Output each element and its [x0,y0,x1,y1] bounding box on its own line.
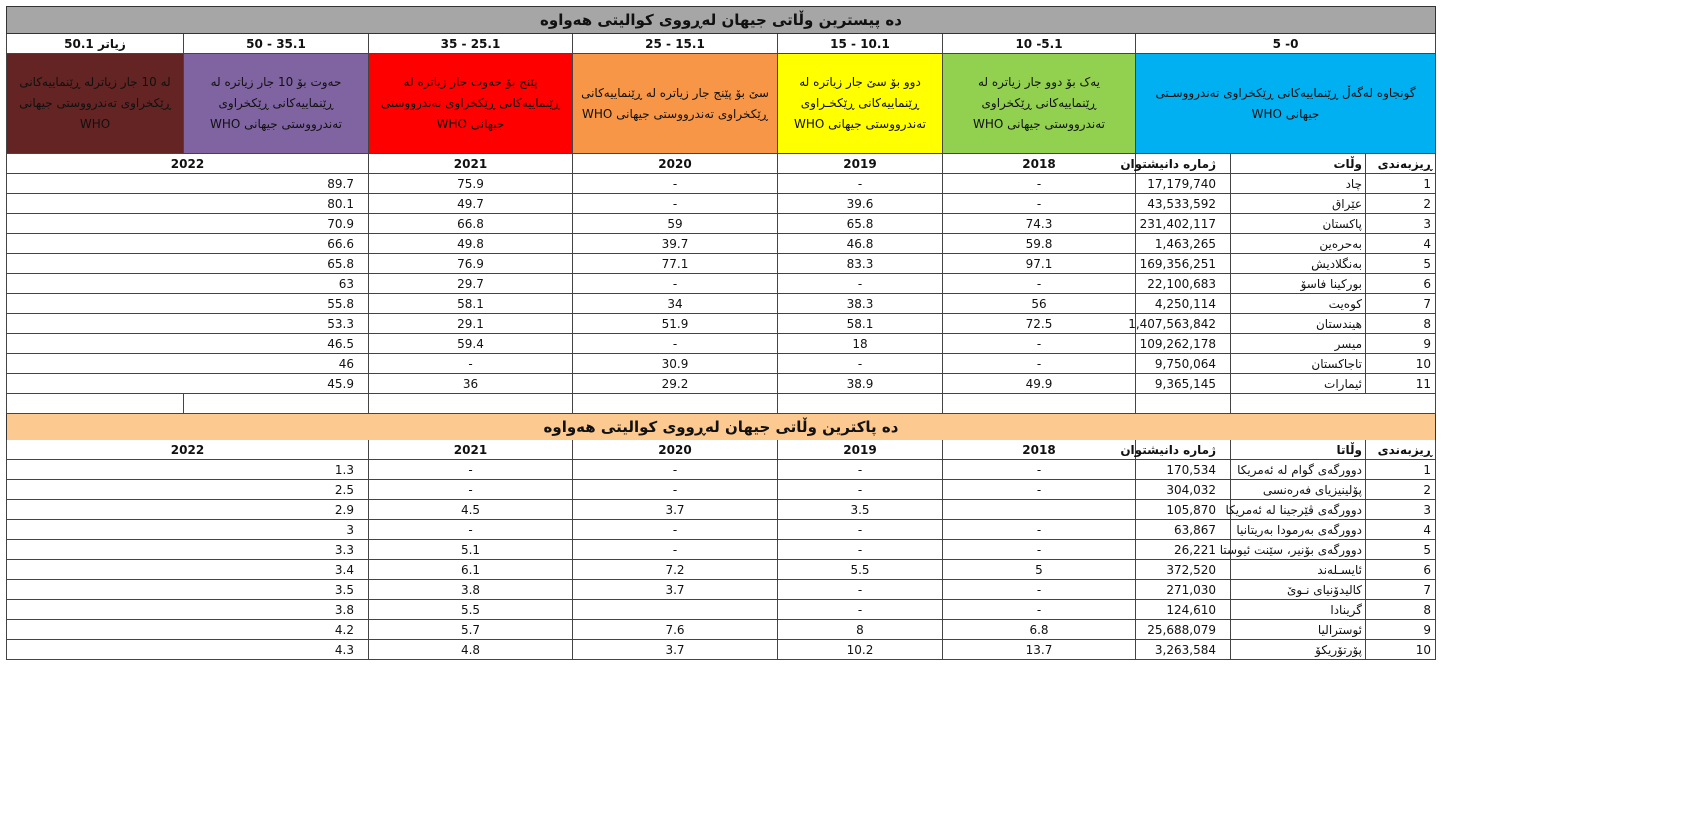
table-row [6,500,1436,520]
value-cell: 6.8 [943,620,1136,640]
value-cell: 3.5 [778,500,943,520]
value-cell: - [573,194,778,214]
value-cell: 55.8 [6,294,369,314]
value-cell: 77.1 [573,254,778,274]
value-cell: 22,100,683 [1136,274,1231,294]
value-cell: 4,250,114 [1136,294,1231,314]
value-cell: 17,179,740 [1136,174,1231,194]
value-cell: 3.5 [6,580,369,600]
value-cell: - [943,174,1136,194]
value-cell: 13.7 [943,640,1136,660]
value-cell: 109,262,178 [1136,334,1231,354]
value-cell: - [943,580,1136,600]
value-cell: 3.7 [573,500,778,520]
value-cell: 4.5 [369,500,573,520]
table-row [6,214,1436,234]
empty-cell [778,394,943,414]
rank-cell: 3 [1366,500,1436,520]
table-row [6,334,1436,354]
value-cell: 4.3 [6,640,369,660]
value-cell: 49.8 [369,234,573,254]
value-cell: 7.6 [573,620,778,640]
value-cell: 59.4 [369,334,573,354]
clean-header-row [6,440,1436,460]
value-cell: 8 [778,620,943,640]
value-cell: - [573,174,778,194]
value-cell: 36 [369,374,573,394]
country-cell: بورکینا فاسۆ [1231,274,1366,294]
value-cell: 58.1 [778,314,943,334]
value-cell: - [943,194,1136,214]
column-header: 2019 [778,154,943,174]
table-row [6,194,1436,214]
value-cell: - [778,460,943,480]
rank-cell: 9 [1366,334,1436,354]
value-cell: 5.7 [369,620,573,640]
value-cell: 3.3 [6,540,369,560]
legend-cell: گونجاوه لەگەڵ ڕێنماییەکانی ڕێکخراوی تەندرووسـتی جیهانی WHO [1136,54,1436,154]
range-label: 35 - 25.1 [369,34,573,54]
value-cell: 1.3 [6,460,369,480]
value-cell: - [573,480,778,500]
table-row [6,600,1436,620]
value-cell: - [778,600,943,620]
empty-cell [1231,394,1436,414]
value-cell: 49.9 [943,374,1136,394]
table-row [6,354,1436,374]
value-cell: 34 [573,294,778,314]
value-cell: - [369,480,573,500]
range-label: 10 -5.1 [943,34,1136,54]
country-cell: ئیمارات [1231,374,1366,394]
table-row [6,580,1436,600]
country-cell: کوەیت [1231,294,1366,314]
column-header: 2022 [6,154,369,174]
value-cell: 1,463,265 [1136,234,1231,254]
empty-cell [1136,394,1231,414]
value-cell: 75.9 [369,174,573,194]
country-cell: کالیدۆنیای نـوێ [1231,580,1366,600]
legend-cell: حەوت بۆ 10 جار زیاتره له ڕێنماییەکانی ڕێکخراوی تەندرووستی جیهانی WHO [184,54,369,154]
column-header: ڕیزبەندی [1366,154,1436,174]
column-header: 2022 [6,440,369,460]
polluted-table-body [6,174,1436,394]
value-cell: 65.8 [778,214,943,234]
value-cell: 51.9 [573,314,778,334]
rank-cell: 10 [1366,640,1436,660]
value-cell: - [943,274,1136,294]
value-cell: 29.7 [369,274,573,294]
legend-cell: یەک بۆ دوو جار زیاتره له ڕێنماییەکانی ڕێکخراوی تەندرووستی جیهانی WHO [943,54,1136,154]
value-cell: 63 [6,274,369,294]
value-cell: 38.3 [778,294,943,314]
table-row [6,480,1436,500]
table-row [6,274,1436,294]
value-cell: 63,867 [1136,520,1231,540]
rank-cell: 3 [1366,214,1436,234]
country-cell: ئایسـلەند [1231,560,1366,580]
polluted-title: ده پیسترین وڵاتی جیهان لەڕووی کوالیتی هەواوە [6,6,1436,34]
value-cell: 43,533,592 [1136,194,1231,214]
value-cell: 97.1 [943,254,1136,274]
table-row [6,174,1436,194]
column-header: 2018 [943,440,1136,460]
table-row [6,234,1436,254]
column-header: وڵاتا [1231,440,1366,460]
value-cell: 3.8 [369,580,573,600]
spreadsheet [6,6,1436,660]
column-header: 2019 [778,440,943,460]
country-cell: دوورگەی بۆنیر، سێنت ئیوستا [1231,540,1366,560]
clean-title: ده پاکترین وڵاتی جیهان لەڕووی کوالیتی هەواوە [6,414,1436,440]
value-cell: 4.2 [6,620,369,640]
value-cell: 3 [6,520,369,540]
range-header-row [6,34,1436,54]
value-cell: - [943,480,1136,500]
rank-cell: 10 [1366,354,1436,374]
value-cell: 1,407,563,842 [1136,314,1231,334]
value-cell: 58.1 [369,294,573,314]
value-cell: 29.1 [369,314,573,334]
column-header: 2020 [573,440,778,460]
rank-cell: 5 [1366,254,1436,274]
value-cell: - [573,540,778,560]
value-cell: - [573,334,778,354]
value-cell [943,500,1136,520]
column-header: 2020 [573,154,778,174]
table-row [6,620,1436,640]
country-cell: دوورگەی گوام لە ئەمریکا [1231,460,1366,480]
legend-cell: پێنج بۆ حەوت جار زیاتره له ڕێنماییەکانی ڕێکخراوی تەندرووستی جیهانی WHO [369,54,573,154]
value-cell: 25,688,079 [1136,620,1231,640]
rank-cell: 6 [1366,560,1436,580]
rank-cell: 5 [1366,540,1436,560]
value-cell: 5.5 [369,600,573,620]
value-cell: - [943,600,1136,620]
table-row [6,640,1436,660]
country-cell: تاجاکستان [1231,354,1366,374]
table-row [6,460,1436,480]
value-cell: 39.7 [573,234,778,254]
country-cell: بەحرەین [1231,234,1366,254]
value-cell: 3.4 [6,560,369,580]
value-cell: - [943,460,1136,480]
value-cell: 70.9 [6,214,369,234]
value-cell: - [943,354,1136,374]
value-cell: 4.8 [369,640,573,660]
clean-table-body [6,460,1436,660]
rank-cell: 1 [1366,460,1436,480]
legend-cell: له 10 جار زیاترله ڕێنماییەکانی ڕێکخراوی تەندرووستی جیهانی WHO [6,54,184,154]
value-cell: - [778,540,943,560]
value-cell: - [778,520,943,540]
rank-cell: 11 [1366,374,1436,394]
country-cell: چاد [1231,174,1366,194]
value-cell: - [369,354,573,374]
legend-cell: سێ بۆ پێنج جار زیاتره له ڕێنماییەکانی ڕێکخراوی تەندرووستی جیهانی WHO [573,54,778,154]
value-cell: 30.9 [573,354,778,374]
value-cell: - [369,520,573,540]
country-cell: عێراق [1231,194,1366,214]
column-header: 2021 [369,440,573,460]
value-cell: 72.5 [943,314,1136,334]
value-cell: 38.9 [778,374,943,394]
value-cell: 105,870 [1136,500,1231,520]
column-header: ژماره دانیشتوان [1136,154,1231,174]
value-cell: 39.6 [778,194,943,214]
table-row [6,254,1436,274]
value-cell: 76.9 [369,254,573,274]
value-cell: 7.2 [573,560,778,580]
value-cell: 3.8 [6,600,369,620]
empty-cell [184,394,369,414]
value-cell: 89.7 [6,174,369,194]
table-row [6,294,1436,314]
range-label: 50.1 زیاتر [6,34,184,54]
rank-cell: 4 [1366,234,1436,254]
range-label: 25 - 15.1 [573,34,778,54]
rank-cell: 9 [1366,620,1436,640]
value-cell: 83.3 [778,254,943,274]
column-header: 2021 [369,154,573,174]
country-cell: دوورگەی ڤێرجینا لە ئەمریکا [1231,500,1366,520]
value-cell: 66.6 [6,234,369,254]
table-row [6,520,1436,540]
table-row [6,540,1436,560]
rank-cell: 2 [1366,194,1436,214]
country-cell: دوورگەی بەرمودا بەریتانیا [1231,520,1366,540]
value-cell: - [573,520,778,540]
value-cell: 372,520 [1136,560,1231,580]
value-cell: - [943,334,1136,354]
value-cell: - [943,520,1136,540]
rank-cell: 4 [1366,520,1436,540]
country-cell: میسر [1231,334,1366,354]
value-cell: 66.8 [369,214,573,234]
value-cell: 59.8 [943,234,1136,254]
value-cell: 3,263,584 [1136,640,1231,660]
country-cell: هیندستان [1231,314,1366,334]
empty-cell [6,394,184,414]
value-cell: 65.8 [6,254,369,274]
country-cell: پاکستان [1231,214,1366,234]
value-cell: 271,030 [1136,580,1231,600]
value-cell: 46.8 [778,234,943,254]
value-cell: 5 [943,560,1136,580]
value-cell: 9,750,064 [1136,354,1231,374]
value-cell: 3.7 [573,580,778,600]
value-cell: 9,365,145 [1136,374,1231,394]
value-cell: - [369,460,573,480]
range-label: 50 - 35.1 [184,34,369,54]
value-cell: 45.9 [6,374,369,394]
rank-cell: 6 [1366,274,1436,294]
value-cell: 3.7 [573,640,778,660]
value-cell: 10.2 [778,640,943,660]
value-cell: - [778,580,943,600]
value-cell: 53.3 [6,314,369,334]
value-cell: 5.1 [369,540,573,560]
value-cell: 49.7 [369,194,573,214]
value-cell: 26,221 [1136,540,1231,560]
rank-cell: 7 [1366,294,1436,314]
value-cell: - [778,480,943,500]
column-header: ژماره دانیشتوان [1136,440,1231,460]
country-cell: ئوسترالیا [1231,620,1366,640]
column-header: وڵات [1231,154,1366,174]
value-cell: 80.1 [6,194,369,214]
country-cell: پۆرتۆریکۆ [1231,640,1366,660]
value-cell: - [573,460,778,480]
value-cell: - [778,174,943,194]
table-row [6,314,1436,334]
legend-cell: دوو بۆ سێ جار زیاتره له ڕێنماییەکانی ڕێکخـراوی تەندرووستی جیهانی WHO [778,54,943,154]
column-header: ڕیزبەندی [1366,440,1436,460]
legend-row [6,54,1436,154]
value-cell [573,600,778,620]
value-cell: 59 [573,214,778,234]
empty-cell [573,394,778,414]
rank-cell: 8 [1366,314,1436,334]
table-row [6,560,1436,580]
range-label: 5 -0 [1136,34,1436,54]
value-cell: 304,032 [1136,480,1231,500]
value-cell: 46.5 [6,334,369,354]
value-cell: 6.1 [369,560,573,580]
table-row [6,374,1436,394]
spacer-row [6,394,1436,414]
column-header: 2018 [943,154,1136,174]
rank-cell: 7 [1366,580,1436,600]
empty-cell [943,394,1136,414]
rank-cell: 8 [1366,600,1436,620]
value-cell: 169,356,251 [1136,254,1231,274]
polluted-header-row [6,154,1436,174]
range-label: 15 - 10.1 [778,34,943,54]
value-cell: - [943,540,1136,560]
country-cell: گرینادا [1231,600,1366,620]
value-cell: 29.2 [573,374,778,394]
value-cell: 46 [6,354,369,374]
rank-cell: 2 [1366,480,1436,500]
country-cell: بەنگلادیش [1231,254,1366,274]
value-cell: 2.5 [6,480,369,500]
country-cell: پۆلینیزیای فەرەنسی [1231,480,1366,500]
value-cell: - [573,274,778,294]
value-cell: 124,610 [1136,600,1231,620]
value-cell: 170,534 [1136,460,1231,480]
empty-cell [369,394,573,414]
value-cell: 231,402,117 [1136,214,1231,234]
value-cell: 5.5 [778,560,943,580]
value-cell: - [778,274,943,294]
value-cell: 2.9 [6,500,369,520]
value-cell: 74.3 [943,214,1136,234]
value-cell: 18 [778,334,943,354]
value-cell: 56 [943,294,1136,314]
value-cell: - [778,354,943,374]
rank-cell: 1 [1366,174,1436,194]
